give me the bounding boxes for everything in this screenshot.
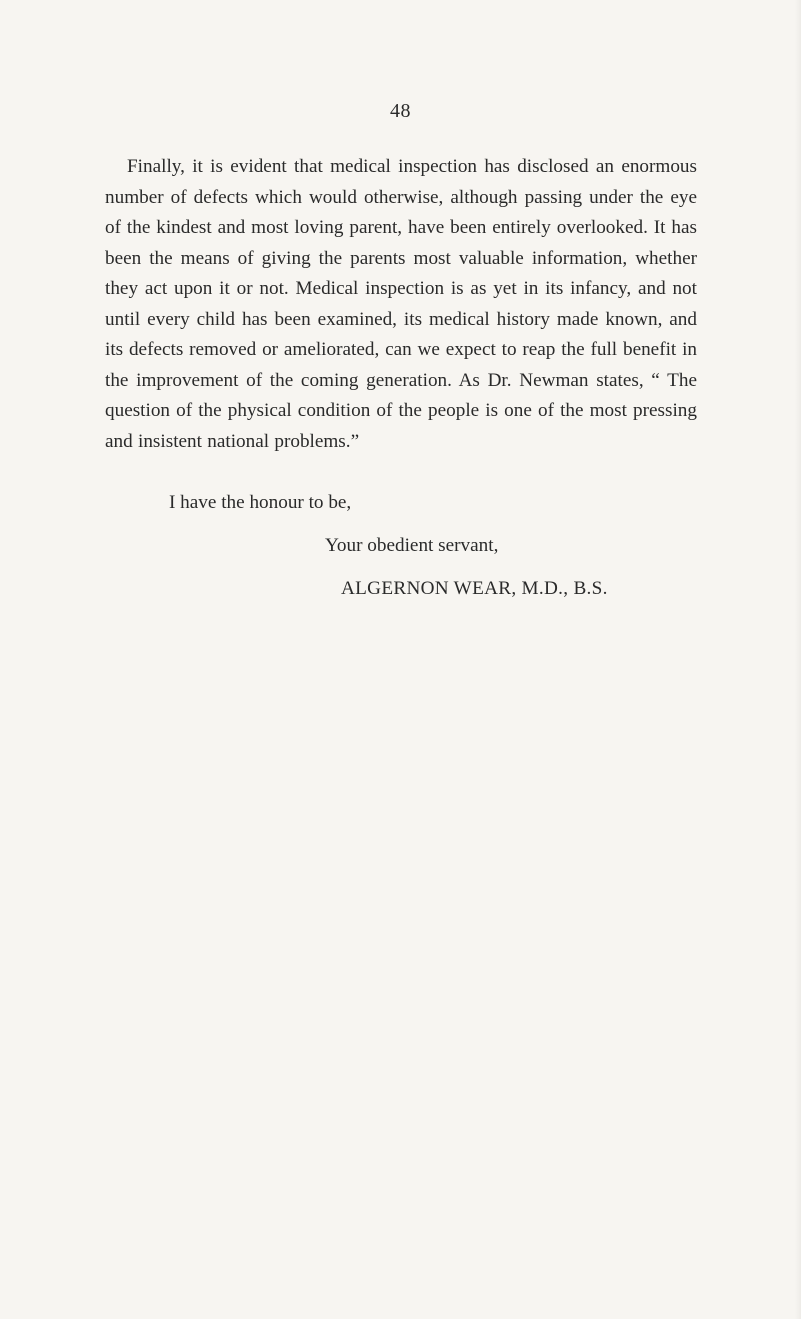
page-edge-shadow (795, 0, 801, 1319)
page-number: 48 (390, 100, 411, 122)
letter-closing: I have the honour to be, (169, 492, 352, 513)
letter-signature: ALGERNON WEAR, M.D., B.S. (341, 578, 608, 599)
letter-salutation: Your obedient servant, (325, 535, 499, 556)
body-paragraph: Finally, it is evident that medical inspection has disclosed an enormous number of defects which would otherwise, although passing under the eye of the kindest and most loving parent, have been entirely overlooked. It has been the means of giving the parents most valuable information, whether they act upon it or not. Medical inspection is as yet in its infancy, and not until every child has been examined, its medical history made known, and its defects removed or ameliorated, can we expect to reap the full benefit in the improvement of the coming generation. As Dr. Newman states, “ The question of the physical condition of the people is one of the most pressing and insistent national problems.” (105, 156, 697, 452)
